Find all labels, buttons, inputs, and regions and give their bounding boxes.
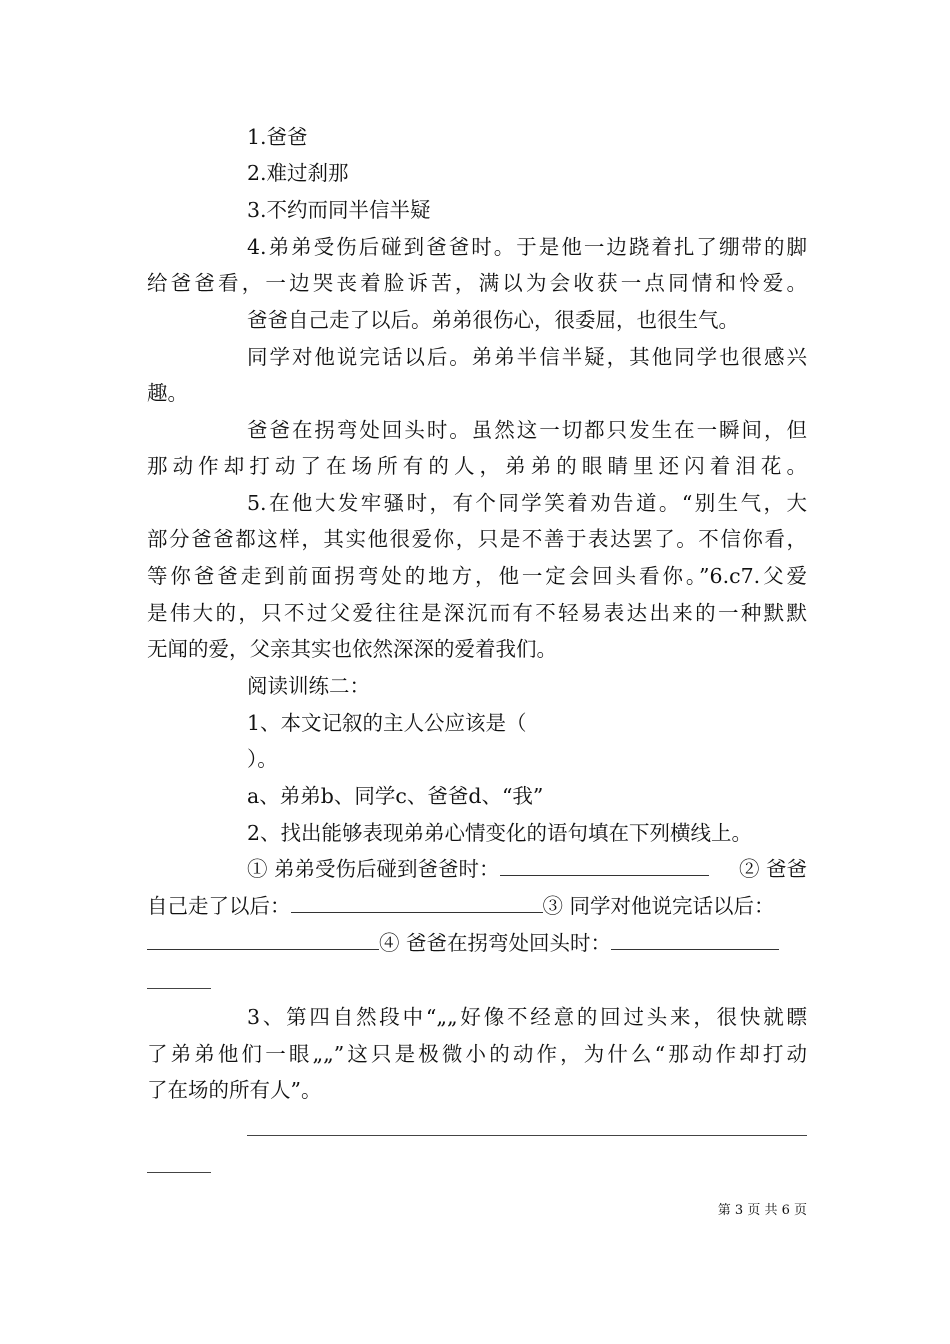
- answer-blank-4[interactable]: [611, 931, 779, 950]
- answer-blank-1[interactable]: [500, 857, 709, 876]
- question-1-line-2: ）。: [247, 747, 278, 771]
- question-1-line-1: 1、本文记叙的主人公应该是（: [247, 711, 527, 735]
- answer-4-line-1: 4.弟弟受伤后碰到爸爸时。于是他一边跷着扎了绷带的脚: [247, 235, 807, 259]
- question-2-item-4-label: ④ 爸爸在拐弯处回头时：: [379, 931, 612, 955]
- section-heading: 阅读训练二：: [247, 674, 370, 698]
- question-3-line-1: 3、第四自然段中“„„好像不经意的回过头来，很快就瞟: [247, 1005, 807, 1029]
- answer-4-paragraph-4-line-2: 那动作却打动了在场所有的人，弟弟的眼睛里还闪着泪花。: [147, 454, 807, 478]
- answer-5-line-4: 是伟大的，只不过父爱往往是深沉而有不轻易表达出来的一种默默: [147, 601, 807, 625]
- answer-line-question-3[interactable]: [247, 1135, 807, 1136]
- question-2-item-2-label-cont: 自己走了以后：: [147, 894, 291, 918]
- answer-blank-3[interactable]: [147, 931, 379, 950]
- page-number: 第 3 页 共 6 页: [717, 1203, 807, 1218]
- answer-5-line-1: 5.在他大发牢骚时，有个同学笑着劝告道。“别生气，大: [247, 491, 807, 515]
- answer-4-paragraph-2: 爸爸自己走了以后。弟弟很伤心，很委屈，也很生气。: [247, 308, 739, 332]
- answer-4-line-2: 给爸爸看，一边哭丧着脸诉苦，满以为会收获一点同情和怜爱。: [147, 271, 807, 295]
- question-2-row-3: [147, 928, 807, 958]
- answer-5-line-2: 部分爸爸都这样，其实他很爱你，只是不善于表达罢了。不信你看，: [147, 527, 807, 551]
- answer-2: 2.难过刹那: [247, 161, 349, 185]
- answer-4-paragraph-4-line-1: 爸爸在拐弯处回头时。虽然这一切都只发生在一瞬间，但: [247, 418, 807, 442]
- answer-line-question-3-continuation[interactable]: [147, 1172, 211, 1173]
- answer-5-line-5: 无闻的爱，父亲其实也依然深深的爱着我们。: [147, 637, 557, 661]
- question-2-item-3-label: ③ 同学对他说完话以后：: [542, 894, 775, 918]
- question-2-row-2: [147, 891, 807, 921]
- question-1-options: a、弟弟b、同学c、爸爸d、“我”: [247, 784, 544, 808]
- answer-1: 1.爸爸: [247, 125, 308, 149]
- question-3-line-2: 了弟弟他们一眼„„”这只是极微小的动作，为什么“那动作却打动: [147, 1042, 807, 1066]
- answer-4-paragraph-3-line-2: 趣。: [147, 381, 188, 405]
- question-2-row-1: [247, 854, 807, 884]
- answer-3: 3.不约而同半信半疑: [247, 198, 431, 222]
- answer-blank-4-continuation[interactable]: [147, 988, 211, 989]
- question-3-line-3: 了在场的所有人”。: [147, 1078, 322, 1102]
- answer-5-line-3: 等你爸爸走到前面拐弯处的地方，他一定会回头看你。”6.c7.父爱: [147, 564, 807, 588]
- answer-4-paragraph-3-line-1: 同学对他说完话以后。弟弟半信半疑，其他同学也很感兴: [247, 345, 807, 369]
- answer-blank-2[interactable]: [291, 894, 543, 913]
- question-2-item-1-label: ① 弟弟受伤后碰到爸爸时：: [247, 857, 500, 881]
- question-2: 2、找出能够表现弟弟心情变化的语句填在下列横线上。: [247, 821, 753, 845]
- question-2-item-2-label: ② 爸爸: [738, 857, 807, 881]
